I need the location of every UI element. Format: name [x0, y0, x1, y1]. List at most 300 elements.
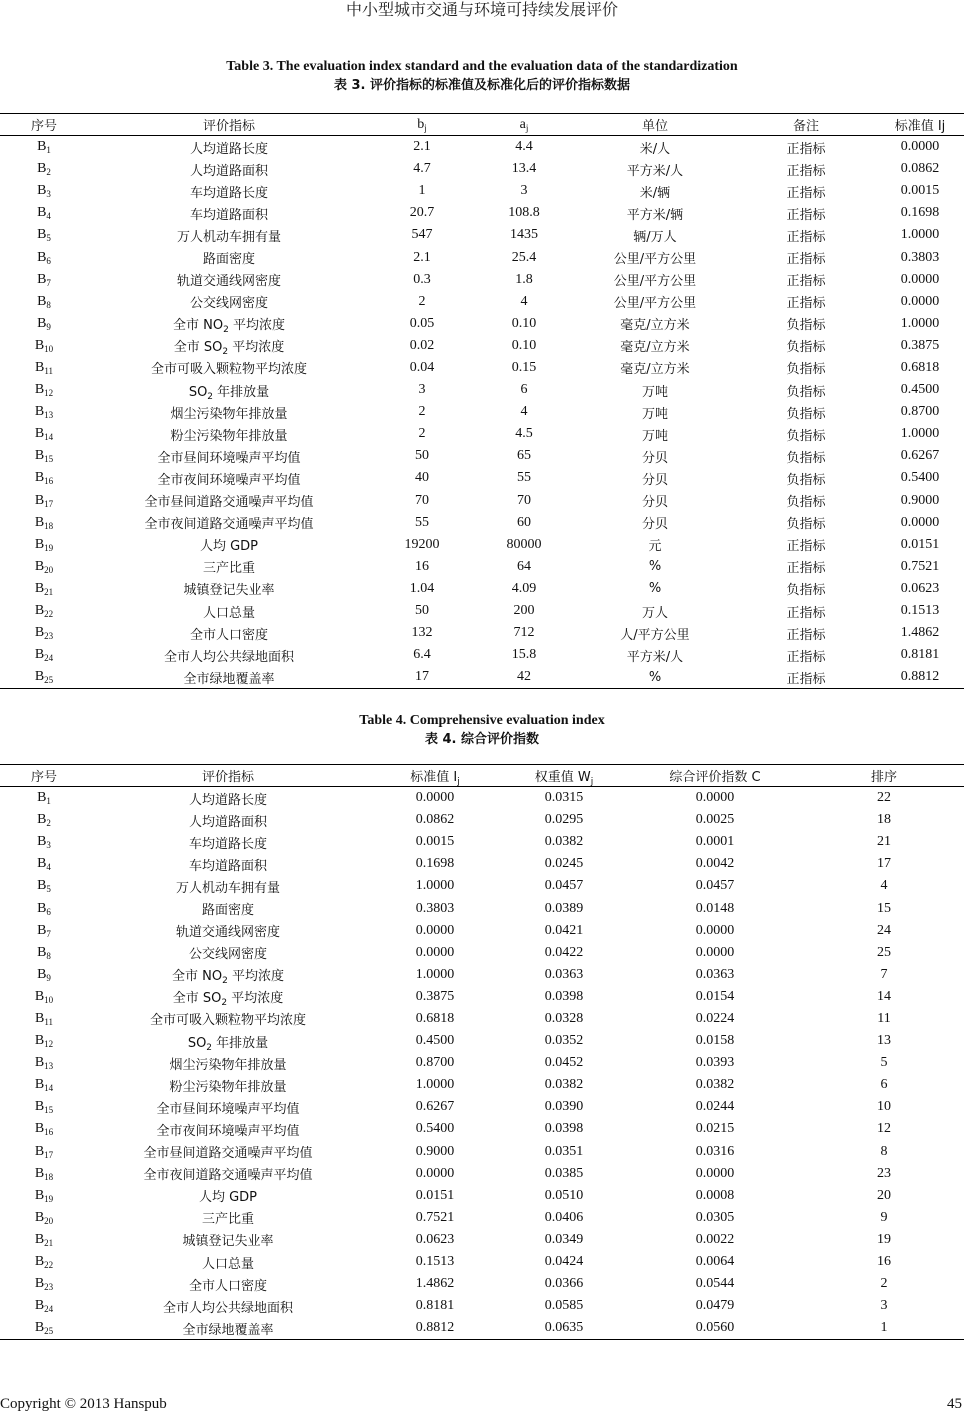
weight-value: 0.0510: [544, 1187, 584, 1203]
rank: 22: [877, 790, 891, 806]
indicator-name: [88, 313, 370, 335]
indicator-name-post: 平均浓度: [228, 340, 285, 356]
index-number: 8: [46, 299, 51, 310]
table-row: [0, 875, 964, 897]
value-a: 70: [517, 492, 531, 508]
header-sub: j: [424, 122, 427, 133]
unit: 平方米/人: [626, 649, 684, 665]
header-weight: [502, 765, 626, 787]
table-row: [0, 666, 964, 689]
index-letter: B: [37, 856, 47, 872]
unit: 人/平方公里: [620, 627, 690, 643]
index-letter: B: [37, 271, 47, 287]
table-row: [0, 423, 964, 445]
indicator-name-pre: SO: [187, 1035, 207, 1051]
indicator-name: 公交线网密度: [188, 947, 267, 963]
index-letter: B: [34, 580, 45, 596]
table-row: [0, 897, 964, 919]
unit: 分贝: [641, 472, 668, 488]
note: 正指标: [786, 296, 826, 312]
table-row: [0, 401, 964, 423]
rank: 5: [880, 1055, 888, 1071]
composite-index: 0.0000: [695, 944, 735, 960]
index-number: 12: [44, 1039, 54, 1050]
note: 负指标: [786, 517, 826, 533]
unit: 元: [648, 539, 662, 555]
standard-value: 0.8181: [900, 647, 940, 663]
index-letter: B: [34, 359, 45, 375]
unit: 米/辆: [639, 185, 671, 201]
row-index: [0, 1030, 88, 1052]
unit: 分贝: [641, 450, 668, 466]
rank: 7: [880, 966, 888, 982]
index-letter: B: [34, 988, 45, 1004]
indicator-name: 全市夜间道路交通噪声平均值: [143, 1168, 313, 1184]
weight-value: 0.0406: [544, 1209, 584, 1225]
index-number: 16: [44, 476, 54, 487]
index-number: 15: [44, 1105, 54, 1116]
indicator-name: [88, 986, 368, 1008]
header-b: [370, 114, 474, 136]
indicator-name: 全市可吸入颗粒物平均浓度: [150, 362, 307, 378]
composite-index: 0.0382: [695, 1077, 735, 1093]
table-row: [0, 853, 964, 875]
index-letter: B: [37, 812, 47, 828]
index-letter: B: [34, 625, 45, 641]
unit: 公里/平方公里: [613, 296, 697, 312]
index-number: 3: [46, 189, 51, 200]
standard-value: 0.0862: [415, 812, 455, 828]
index-number: 11: [44, 1016, 53, 1027]
rank: 12: [877, 1121, 891, 1137]
row-index: [0, 534, 88, 556]
indicator-name-pre: 全市 NO: [173, 318, 224, 334]
value-a: 42: [517, 669, 531, 685]
table-row: [0, 1295, 964, 1317]
weight-value: 0.0349: [544, 1231, 584, 1247]
composite-index: 0.0560: [695, 1320, 735, 1336]
table-row: [0, 445, 964, 467]
index-number: 5: [46, 233, 51, 244]
table-row: [0, 809, 964, 831]
index-number: 12: [44, 388, 54, 399]
indicator-name-sub: 2: [221, 998, 228, 1009]
indicator-name-sub: 2: [222, 976, 228, 987]
standard-value: 0.7521: [900, 558, 940, 574]
index-number: 2: [46, 167, 51, 178]
index-letter: B: [37, 293, 47, 309]
note: 负指标: [786, 472, 826, 488]
indicator-name: 公交线网密度: [189, 296, 268, 312]
unit: 万人: [641, 605, 668, 621]
indicator-name: 全市人口密度: [189, 627, 268, 643]
indicator-name-sub: 2: [223, 325, 229, 336]
indicator-name: 车均道路长度: [189, 185, 268, 201]
indicator-name: 全市夜间环境噪声平均值: [157, 472, 301, 488]
rank: 4: [880, 878, 888, 894]
index-number: 24: [44, 1304, 54, 1315]
value-b: 1: [418, 183, 426, 199]
index-number: 20: [44, 564, 54, 575]
indicator-name-post: 平均浓度: [227, 969, 284, 985]
value-b: 2: [418, 293, 426, 309]
rank: 1: [880, 1320, 888, 1336]
value-b: 0.04: [409, 359, 435, 375]
index-number: 10: [44, 994, 54, 1005]
value-b: 40: [415, 470, 429, 486]
standard-value: 0.6818: [415, 1010, 455, 1026]
index-letter: B: [34, 404, 45, 420]
standard-value: 0.0000: [415, 1165, 455, 1181]
index-number: 23: [44, 631, 54, 642]
note: 正指标: [786, 252, 826, 268]
row-index: [0, 1141, 88, 1163]
row-index: [0, 1273, 88, 1295]
row-index: [0, 787, 88, 810]
index-letter: B: [37, 139, 47, 155]
standard-value: 0.3875: [415, 988, 455, 1004]
table4-caption-en: Table 4. Comprehensive evaluation index: [359, 713, 605, 728]
standard-value: 0.8181: [415, 1298, 455, 1314]
value-b: 0.05: [409, 315, 435, 331]
value-b: 6.4: [413, 647, 431, 663]
index-letter: B: [37, 161, 47, 177]
indicator-name: 路面密度: [201, 903, 254, 919]
index-letter: B: [34, 426, 45, 442]
indicator-name: 粉尘污染物年排放量: [170, 428, 288, 444]
value-a: 1.8: [515, 271, 533, 287]
header-text: 标准值 Ij: [894, 119, 946, 134]
indicator-name-post: 年排放量: [213, 384, 270, 400]
unit: 毫克/立方米: [620, 340, 690, 356]
index-number: 25: [44, 1326, 54, 1337]
row-index: [0, 831, 88, 853]
rank: 15: [877, 900, 891, 916]
header-sub: j: [525, 122, 529, 133]
standard-value: 0.7521: [415, 1209, 455, 1225]
row-index: [0, 202, 88, 224]
value-b: 547: [411, 227, 433, 243]
rank: 23: [877, 1165, 891, 1181]
table-row: [0, 291, 964, 313]
value-a: 4.5: [515, 426, 533, 442]
standard-value: 0.0015: [900, 183, 940, 199]
unit: 分贝: [641, 517, 668, 533]
standard-value: 0.0000: [900, 293, 940, 309]
value-b: 2: [418, 426, 426, 442]
unit: 平方米/人: [626, 163, 684, 179]
indicator-name: 路面密度: [202, 252, 255, 268]
header-text: a: [519, 116, 526, 132]
index-number: 7: [46, 928, 51, 939]
value-b: 17: [415, 669, 429, 685]
weight-value: 0.0398: [544, 1121, 584, 1137]
standard-value: 0.8812: [900, 669, 940, 685]
composite-index: 0.0316: [695, 1143, 735, 1159]
row-index: [0, 578, 88, 600]
row-index: [0, 1251, 88, 1273]
row-index: [0, 467, 88, 489]
table-row: [0, 379, 964, 401]
table-row: [0, 1052, 964, 1074]
standard-value: 0.3803: [900, 249, 940, 265]
index-letter: B: [34, 1209, 45, 1225]
table-row: [0, 224, 964, 246]
indicator-name: 三产比重: [201, 1212, 254, 1228]
header-index: [0, 765, 88, 787]
table-row: [0, 1096, 964, 1118]
table-row: [0, 534, 964, 556]
row-index: [0, 246, 88, 268]
standard-value: 0.8700: [415, 1055, 455, 1071]
unit: 分贝: [641, 495, 668, 511]
index-number: 14: [44, 432, 54, 443]
index-number: 2: [46, 818, 51, 829]
standard-value: 0.6818: [900, 359, 940, 375]
index-letter: B: [37, 790, 47, 806]
value-b: 2.1: [413, 139, 431, 155]
index-letter: B: [34, 1121, 45, 1137]
row-index: [0, 897, 88, 919]
value-b: 2.1: [413, 249, 431, 265]
note: 正指标: [786, 605, 826, 621]
index-number: 14: [44, 1083, 54, 1094]
indicator-name-sub: 2: [222, 347, 229, 358]
unit: 万吨: [641, 384, 668, 400]
value-a: 6: [520, 382, 528, 398]
index-number: 8: [46, 950, 51, 961]
row-index: [0, 853, 88, 875]
index-letter: B: [34, 514, 45, 530]
row-index: [0, 224, 88, 246]
standard-value: 0.9000: [900, 492, 940, 508]
note: 负指标: [786, 362, 826, 378]
header-text: 评价指标: [202, 119, 255, 134]
rank: 18: [877, 812, 891, 828]
index-letter: B: [34, 1010, 45, 1026]
composite-index: 0.0479: [695, 1298, 735, 1314]
row-index: [0, 1096, 88, 1118]
index-letter: B: [37, 315, 47, 331]
indicator-name: 烟尘污染物年排放量: [169, 1057, 287, 1073]
note: 正指标: [786, 649, 826, 665]
composite-index: 0.0158: [695, 1033, 735, 1049]
index-letter: B: [37, 249, 47, 265]
standard-value: 0.0000: [415, 944, 455, 960]
table3-body: [0, 136, 964, 689]
index-number: 4: [46, 862, 51, 873]
index-letter: B: [34, 470, 45, 486]
indicator-name: [88, 379, 370, 401]
index-number: 21: [44, 586, 54, 597]
table-row: [0, 246, 964, 268]
indicator-name: 车均道路面积: [189, 207, 268, 223]
rank: 21: [877, 834, 891, 850]
header-text: b: [417, 116, 425, 132]
rank: 19: [877, 1231, 891, 1247]
indicator-name: 城镇登记失业率: [182, 1234, 274, 1250]
indicator-name: 轨道交通线网密度: [175, 925, 280, 941]
composite-index: 0.0022: [695, 1231, 735, 1247]
weight-value: 0.0328: [544, 1010, 584, 1026]
header-a: [474, 114, 574, 136]
unit: 公里/平方公里: [613, 274, 697, 290]
indicator-name: 全市昼间道路交通噪声平均值: [144, 495, 314, 511]
table-row: [0, 787, 964, 810]
note: 负指标: [786, 428, 826, 444]
weight-value: 0.0315: [544, 790, 584, 806]
header-text: 综合评价指数 C: [669, 770, 761, 785]
index-letter: B: [34, 1143, 45, 1159]
weight-value: 0.0385: [544, 1165, 584, 1181]
value-a: 25.4: [511, 249, 537, 265]
header-std: [876, 114, 964, 136]
table3-caption-zh: 表 3. 评价指标的标准值及标准化后的评价指标数据: [333, 78, 631, 93]
composite-index: 0.0008: [695, 1187, 735, 1203]
rank: 16: [877, 1254, 891, 1270]
row-index: [0, 1008, 88, 1030]
table-row: [0, 335, 964, 357]
composite-index: 0.0224: [695, 1010, 735, 1026]
row-index: [0, 556, 88, 578]
composite-index: 0.0064: [695, 1254, 735, 1270]
row-index: [0, 1074, 88, 1096]
index-letter: B: [37, 834, 47, 850]
composite-index: 0.0000: [695, 1165, 735, 1181]
table3-header-row: [0, 114, 964, 136]
standard-value: 1.0000: [415, 966, 455, 982]
rank: 8: [880, 1143, 888, 1159]
indicator-name: 人口总量: [201, 1256, 254, 1272]
index-letter: B: [34, 1077, 45, 1093]
standard-value: 0.0000: [900, 271, 940, 287]
value-a: 4.09: [511, 580, 537, 596]
index-number: 24: [44, 653, 54, 664]
indicator-name: 全市人口密度: [188, 1278, 267, 1294]
indicator-name: 车均道路面积: [188, 858, 267, 874]
table-row: [0, 158, 964, 180]
table3-caption-en: Table 3. The evaluation index standard and the evaluation data of the standardization: [226, 59, 738, 74]
weight-value: 0.0635: [544, 1320, 584, 1336]
unit: 毫克/立方米: [620, 362, 690, 378]
value-a: 108.8: [508, 205, 540, 221]
value-a: 4.4: [515, 139, 533, 155]
composite-index: 0.0042: [695, 856, 735, 872]
standard-value: 0.5400: [415, 1121, 455, 1137]
value-b: 2: [418, 404, 426, 420]
index-letter: B: [34, 492, 45, 508]
rank: 25: [877, 944, 891, 960]
row-index: [0, 423, 88, 445]
row-index: [0, 136, 88, 159]
index-letter: B: [34, 1165, 45, 1181]
indicator-name: 全市昼间道路交通噪声平均值: [143, 1146, 313, 1162]
header-sub: j: [457, 777, 460, 787]
row-index: [0, 490, 88, 512]
composite-index: 0.0025: [695, 812, 735, 828]
index-letter: B: [34, 1254, 45, 1270]
row-index: [0, 269, 88, 291]
index-number: 3: [46, 840, 51, 851]
weight-value: 0.0366: [544, 1276, 584, 1292]
index-number: 18: [44, 1171, 54, 1182]
row-index: [0, 357, 88, 379]
weight-value: 0.0398: [544, 988, 584, 1004]
weight-value: 0.0457: [544, 878, 584, 894]
index-number: 20: [44, 1215, 54, 1226]
index-letter: B: [34, 1231, 45, 1247]
table-row: [0, 1163, 964, 1185]
value-a: 64: [517, 558, 531, 574]
composite-index: 0.0001: [695, 834, 735, 850]
header-text: 排序: [870, 770, 897, 785]
weight-value: 0.0351: [544, 1143, 584, 1159]
index-letter: B: [34, 1187, 45, 1203]
index-letter: B: [34, 603, 45, 619]
value-a: 0.10: [511, 337, 537, 353]
header-text: 标准值 I: [410, 770, 458, 785]
value-b: 0.3: [413, 271, 431, 287]
index-number: 10: [44, 343, 54, 354]
row-index: [0, 445, 88, 467]
index-number: 25: [44, 675, 54, 686]
row-index: [0, 809, 88, 831]
standard-value: 0.6267: [900, 448, 940, 464]
value-a: 65: [517, 448, 531, 464]
indicator-name-sub: 2: [207, 391, 214, 402]
indicator-name-post: 平均浓度: [228, 318, 285, 334]
index-number: 1: [46, 145, 51, 156]
value-a: 200: [513, 603, 535, 619]
index-letter: B: [34, 558, 45, 574]
value-a: 60: [517, 514, 531, 530]
table-row: [0, 202, 964, 224]
index-letter: B: [37, 900, 47, 916]
index-number: 7: [46, 277, 51, 288]
index-letter: B: [34, 337, 45, 353]
rank: 14: [877, 988, 891, 1004]
header-rank: [804, 765, 964, 787]
standard-value: 0.8812: [415, 1320, 455, 1336]
row-index: [0, 158, 88, 180]
page-number: 45: [947, 1396, 962, 1412]
header-text: 单位: [641, 119, 668, 134]
index-letter: B: [37, 966, 47, 982]
unit: 毫克/立方米: [620, 318, 690, 334]
rank: 13: [877, 1033, 891, 1049]
indicator-name: [88, 964, 368, 986]
table-row: [0, 1317, 964, 1340]
table-row: [0, 1118, 964, 1140]
value-b: 16: [415, 558, 429, 574]
row-index: [0, 1317, 88, 1340]
row-index: [0, 1185, 88, 1207]
index-number: 18: [44, 520, 54, 531]
indicator-name: 人口总量: [202, 605, 255, 621]
unit: 辆/万人: [633, 229, 677, 245]
table-row: [0, 600, 964, 622]
header-text: 评价指标: [201, 770, 254, 785]
table4-caption-zh: 表 4. 综合评价指数: [424, 732, 540, 747]
note: 正指标: [786, 229, 826, 245]
index-number: 22: [44, 609, 54, 620]
running-head: 中小型城市交通与环境可持续发展评价: [345, 2, 618, 19]
table3: [0, 113, 964, 689]
standard-value: 0.0000: [900, 139, 940, 155]
indicator-name-pre: SO: [188, 384, 208, 400]
standard-value: 0.4500: [900, 382, 940, 398]
standard-value: 0.0000: [415, 790, 455, 806]
